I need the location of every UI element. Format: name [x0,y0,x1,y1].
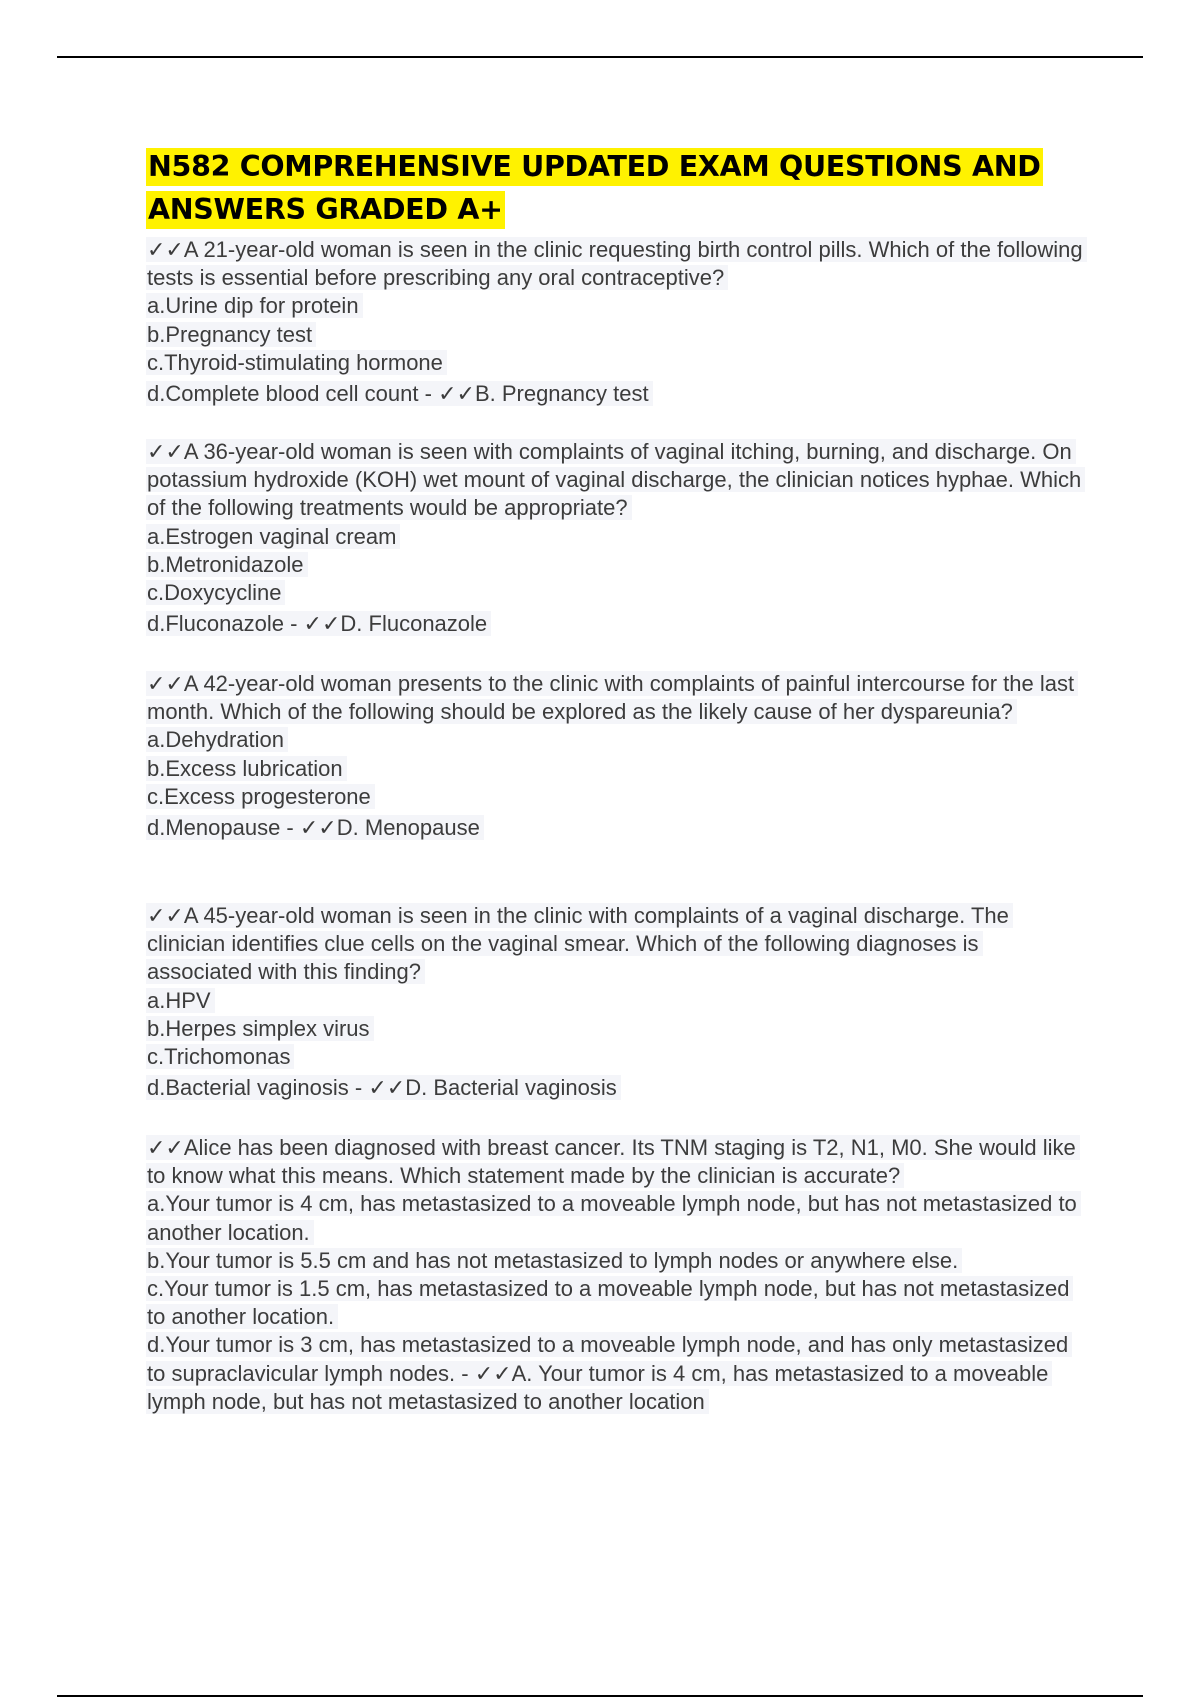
document-title-text: N582 COMPREHENSIVE UPDATED EXAM QUESTIONS AND ANSWERS GRADED A+ [146,148,1043,229]
check-mark-icon: ✓✓ [368,1075,406,1101]
check-mark-icon: ✓✓ [299,815,337,841]
last-option-text: d.Complete blood cell count - [147,381,439,407]
last-option-text: d.Menopause - [147,815,300,841]
correct-answer: B. Pregnancy test [474,381,649,407]
check-mark-icon: ✓✓ [147,903,184,928]
answer-option: b.Pregnancy test [146,321,1086,349]
last-option-text: d.Bacterial vaginosis - [147,1075,369,1101]
answer-option-with-key [146,380,1086,408]
question-text: A 42-year-old woman presents to the clinic with complaints of painful intercourse for the last month. Which of the following should be explored as the likely cause of her dyspareunia? [147,671,1075,725]
answer-option: b.Metronidazole [146,551,1086,579]
correct-answer: D. Menopause [336,815,480,841]
document-title [146,145,1106,231]
question-text: Alice has been diagnosed with breast cancer. Its TNM staging is T2, N1, M0. She would like to know what this means. Which statement made by the clinician is accurate? [147,1135,1076,1189]
correct-answer: A. Your tumor is 4 cm, has metastasized to a moveable lymph node, but has not metastasized to another location [147,1360,1049,1414]
answer-option: c.Your tumor is 1.5 cm, has metastasized to a moveable lymph node, but has not metastasized to another location. [146,1275,1086,1331]
answer-option: c.Trichomonas [146,1043,1086,1071]
check-mark-icon: ✓✓ [147,671,184,696]
answer-option: b.Your tumor is 5.5 cm and has not metastasized to lymph nodes or anywhere else. [146,1247,1086,1275]
question-block [146,670,1086,842]
question-stem [146,902,1086,987]
question-text: A 36-year-old woman is seen with complaints of vaginal itching, burning, and discharge. On potassium hydroxide (KOH) wet mount of vaginal discharge, the clinician notices hyphae. Which of the following treatments would be appropriate? [147,439,1082,521]
last-option-text: d.Your tumor is 3 cm, has metastasized to a moveable lymph node, and has only metastasized to supraclavicular lymph nodes. - [147,1332,1069,1386]
question-block [146,438,1086,638]
check-mark-icon: ✓✓ [474,1360,512,1386]
check-mark-icon: ✓✓ [147,439,184,464]
check-mark-icon: ✓✓ [438,381,475,407]
check-mark-icon: ✓✓ [147,1135,184,1160]
check-mark-icon: ✓✓ [303,611,341,637]
answer-option: c.Excess progesterone [146,783,1086,811]
answer-option: c.Doxycycline [146,579,1086,607]
top-rule [57,56,1143,58]
check-mark-icon: ✓✓ [147,237,184,262]
question-stem [146,1134,1086,1190]
answer-option: a.Your tumor is 4 cm, has metastasized to a moveable lymph node, but has not metastasized to another location. [146,1190,1086,1246]
question-block [146,1134,1086,1416]
answer-option-with-key [146,814,1086,842]
answer-option: a.Estrogen vaginal cream [146,523,1086,551]
question-stem [146,236,1086,292]
answer-option: a.Dehydration [146,726,1086,754]
question-text: A 45-year-old woman is seen in the clinic with complaints of a vaginal discharge. The clinician identifies clue cells on the vaginal smear. Which of the following diagnoses is associated with this finding? [147,903,1009,985]
answer-option-with-key [146,610,1086,638]
answer-option: b.Herpes simplex virus [146,1015,1086,1043]
question-block [146,902,1086,1102]
answer-option-with-key [146,1074,1086,1102]
question-stem [146,670,1086,726]
correct-answer: D. Fluconazole [340,611,488,637]
question-stem [146,438,1086,523]
last-option-text: d.Fluconazole - [147,611,304,637]
answer-option: c.Thyroid-stimulating hormone [146,349,1086,377]
answer-option-with-key [146,1331,1086,1416]
answer-option: a.HPV [146,987,1086,1015]
answer-option: b.Excess lubrication [146,755,1086,783]
answer-option: a.Urine dip for protein [146,292,1086,320]
question-block [146,236,1086,408]
correct-answer: D. Bacterial vaginosis [405,1075,617,1101]
question-text: A 21-year-old woman is seen in the clinic requesting birth control pills. Which of the following tests is essential before prescribing any oral contraceptive? [147,237,1083,291]
bottom-rule [57,1695,1143,1697]
